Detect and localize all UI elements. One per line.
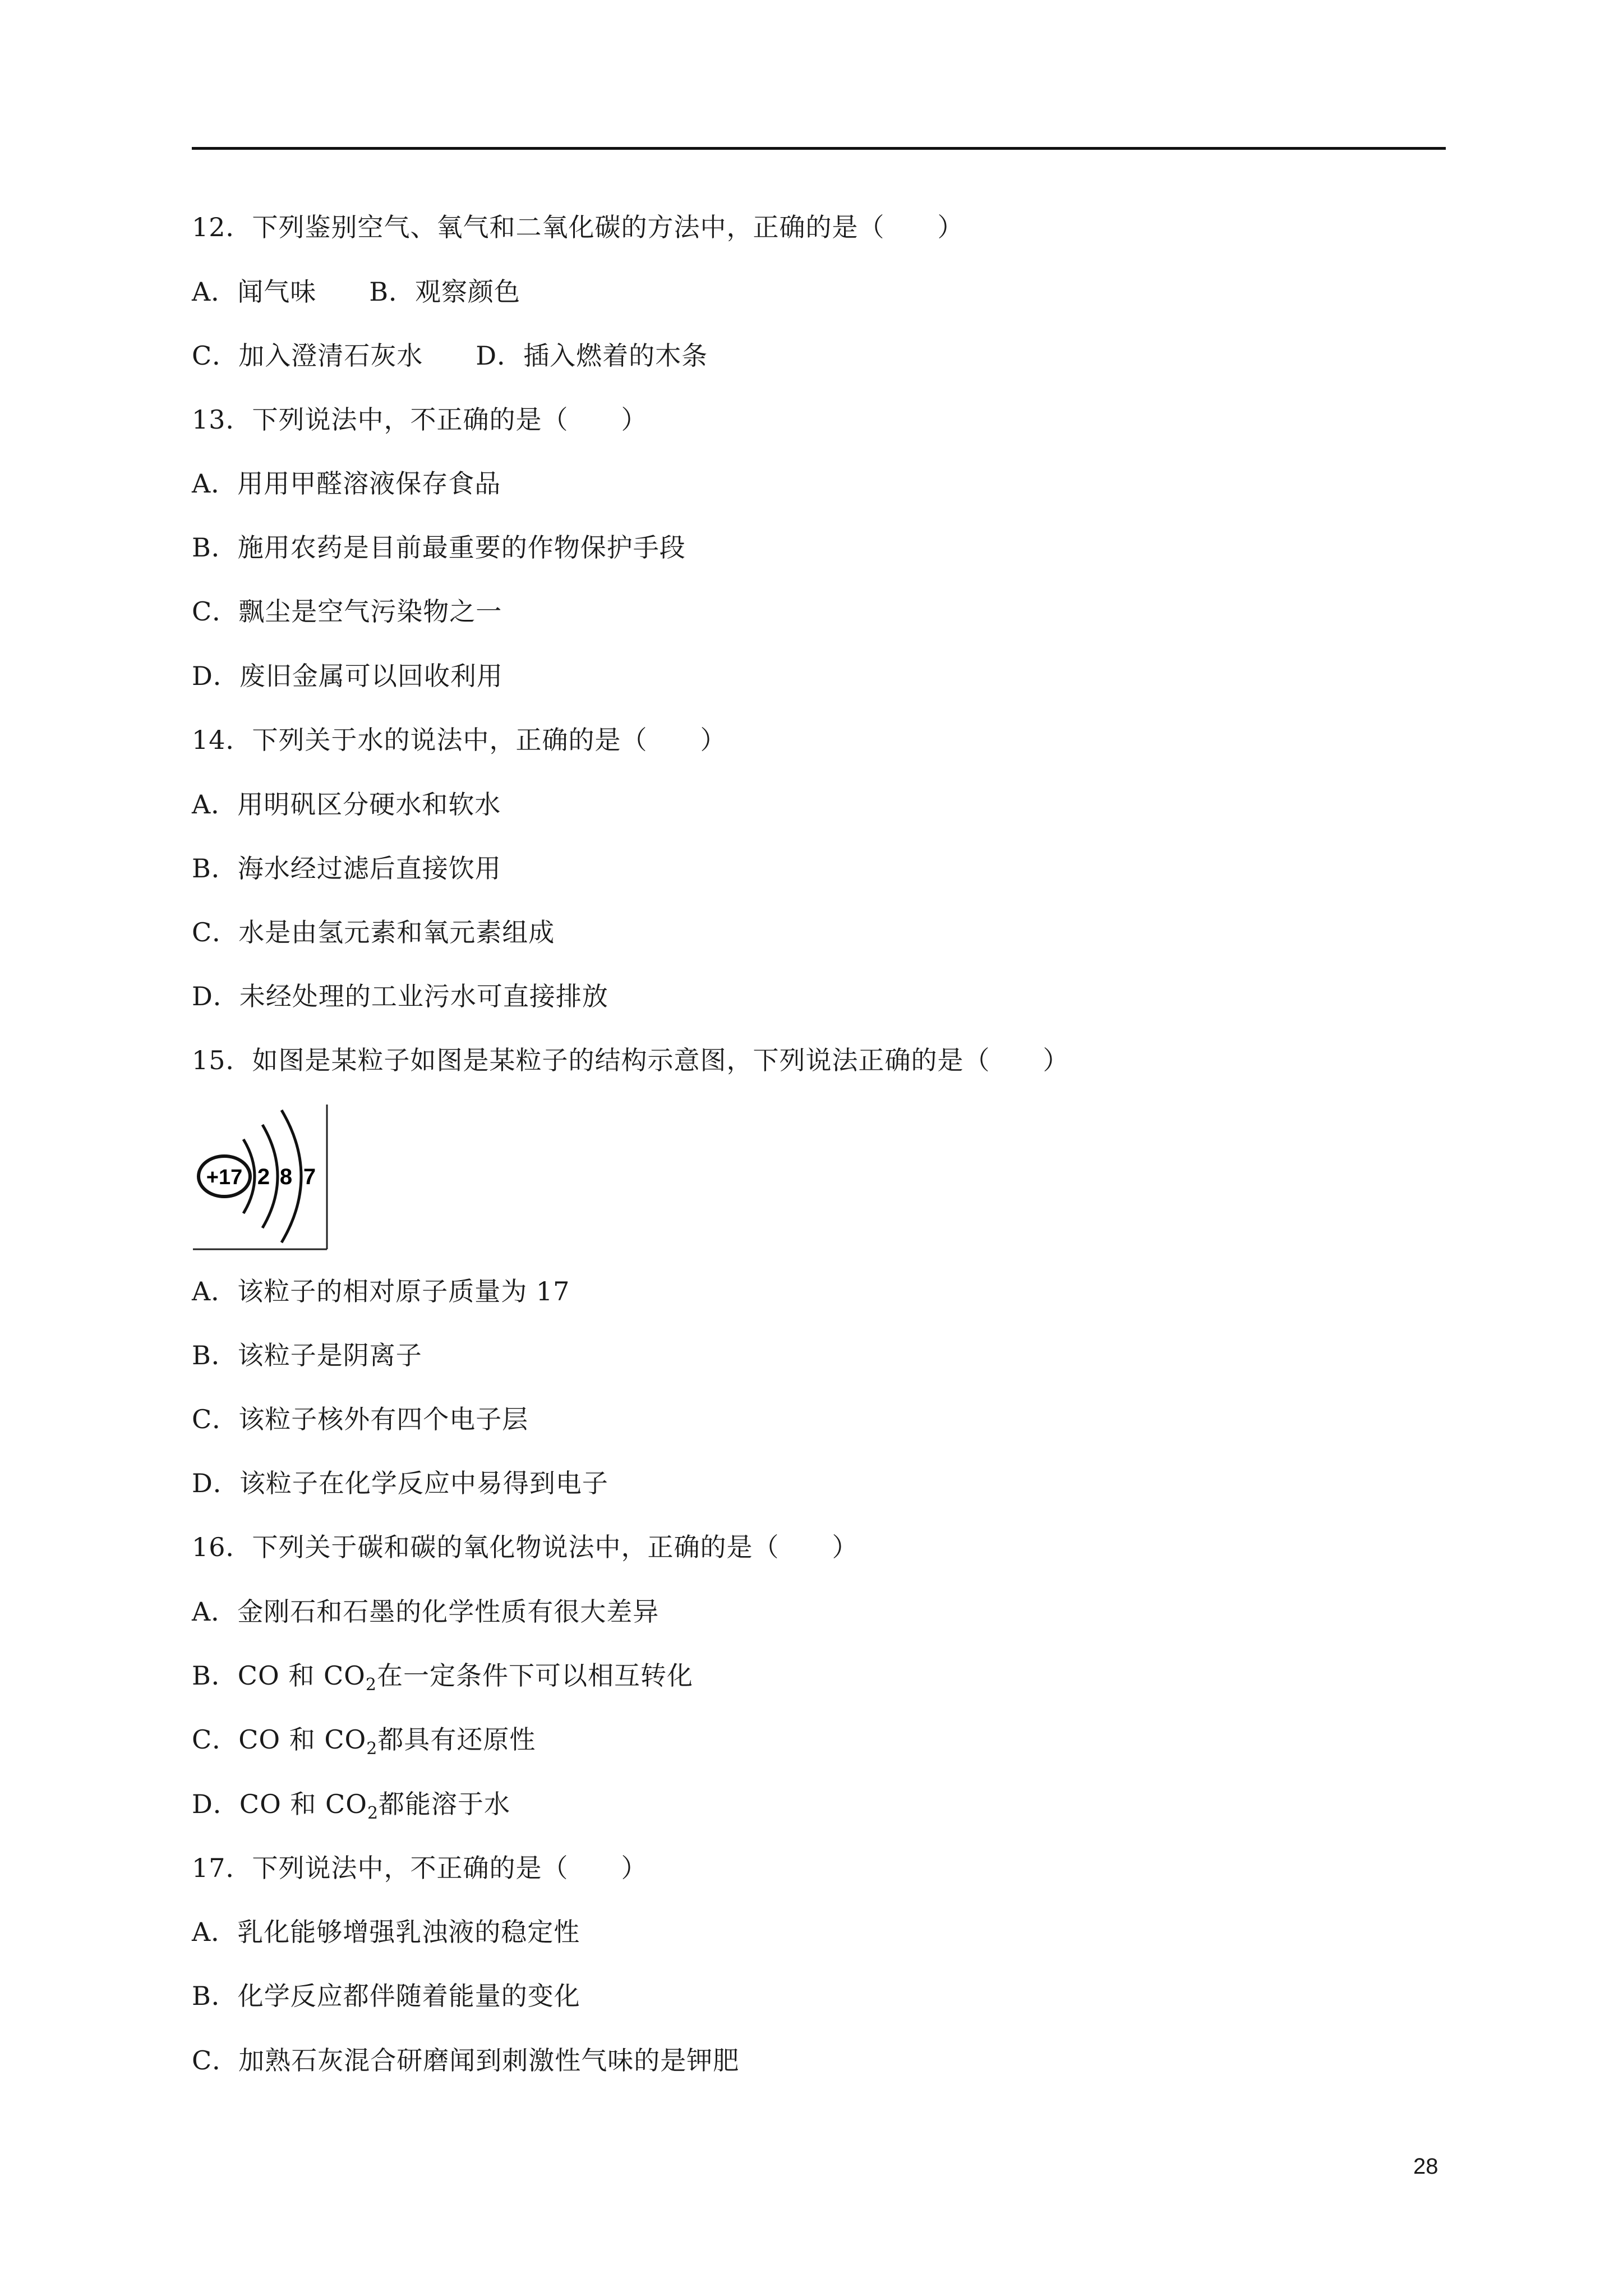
question-16-option-a: A．金刚石和石墨的化学性质有很大差异	[192, 1596, 660, 1627]
shell-1-electrons: 2	[257, 1165, 270, 1189]
question-17-stem: 17．下列说法中，不正确的是（ ）	[192, 1853, 648, 1883]
question-14-option-a: A．用明矾区分硬水和软水	[192, 789, 501, 820]
question-17-option-b: B．化学反应都伴随着能量的变化	[192, 1981, 580, 2011]
question-14-option-d: D．未经处理的工业污水可直接排放	[192, 981, 608, 1011]
question-15-option-a: A．该粒子的相对原子质量为 17	[192, 1276, 570, 1306]
question-15-option-c: C．该粒子核外有四个电子层	[192, 1404, 529, 1434]
atomic-structure-diagram	[192, 1102, 335, 1254]
question-13-option-d: D．废旧金属可以回收利用	[192, 661, 503, 691]
question-16-stem: 16．下列关于碳和碳的氧化物说法中，正确的是（ ）	[192, 1532, 859, 1562]
question-14-option-b: B．海水经过滤后直接饮用	[192, 853, 501, 884]
question-12-options-cd: C．加入澄清石灰水 D．插入燃着的木条	[192, 341, 708, 371]
question-14-stem: 14．下列关于水的说法中，正确的是（ ）	[192, 725, 727, 755]
question-13-option-b: B．施用农药是目前最重要的作物保护手段	[192, 532, 686, 563]
shell-2-electrons: 8	[279, 1165, 293, 1189]
question-16-option-c: C．CO 和 $CO_2$都具有还原性	[192, 1724, 536, 1759]
question-13-option-c: C．飘尘是空气污染物之一	[192, 596, 502, 627]
question-12-options-ab: A．闻气味 B．观察颜色	[192, 277, 521, 307]
header-rule	[192, 147, 1446, 150]
question-15-option-d: D．该粒子在化学反应中易得到电子	[192, 1468, 608, 1498]
shell-3-electrons: 7	[303, 1165, 316, 1189]
question-16-option-d: D．CO 和 $CO_2$都能溶于水	[192, 1789, 511, 1823]
question-15-option-b: B．该粒子是阴离子	[192, 1340, 422, 1370]
question-13-stem: 13．下列说法中，不正确的是（ ）	[192, 404, 648, 435]
question-16-option-b: B．CO 和 $CO_2$在一定条件下可以相互转化	[192, 1660, 693, 1695]
question-14-option-c: C．水是由氢元素和氧元素组成	[192, 917, 555, 947]
question-17-option-a: A．乳化能够增强乳浊液的稳定性	[192, 1917, 580, 1947]
question-17-option-c: C．加熟石灰混合研磨闻到刺激性气味的是钾肥	[192, 2045, 740, 2076]
question-15-stem: 15．如图是某粒子如图是某粒子的结构示意图，下列说法正确的是（ ）	[192, 1045, 1069, 1075]
nucleus-charge: +17	[206, 1166, 243, 1189]
page-number: 28	[1413, 2154, 1438, 2179]
question-12-stem: 12．下列鉴别空气、氧气和二氧化碳的方法中，正确的是（ ）	[192, 212, 964, 242]
question-13-option-a: A．用用甲醛溶液保存食品	[192, 468, 501, 499]
